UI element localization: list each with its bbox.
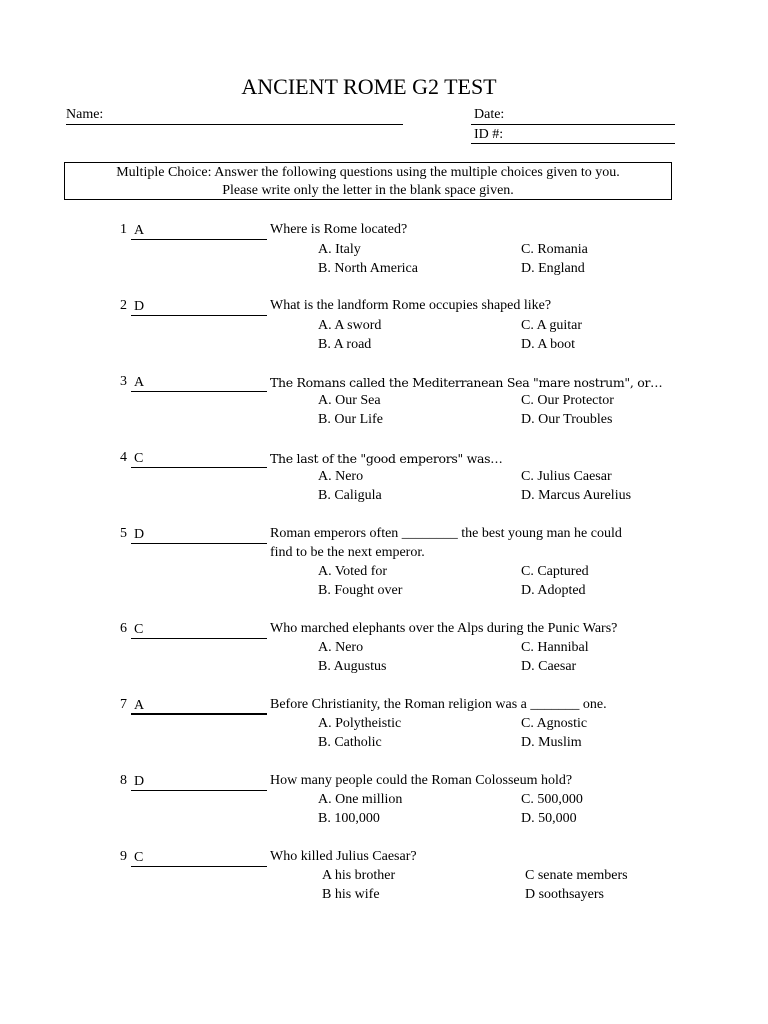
option-c: C. Julius Caesar	[521, 469, 612, 484]
option-c: C. Our Protector	[521, 393, 614, 408]
answer-blank[interactable]: A	[134, 375, 145, 390]
answer-blank[interactable]: C	[134, 451, 144, 466]
option-d: D. 50,000	[521, 811, 577, 826]
option-b: B. 100,000	[318, 811, 380, 826]
answer-blank[interactable]: A	[134, 698, 145, 713]
option-c: C. A guitar	[521, 318, 583, 333]
answer-line	[131, 239, 267, 240]
instructions-line-2: Please write only the letter in the blank space given.	[222, 183, 514, 198]
option-d: D. Marcus Aurelius	[521, 488, 632, 503]
question-text: Before Christianity, the Roman religion was a _______ one.	[270, 697, 607, 712]
question-number: 3	[120, 374, 127, 389]
question-number: 7	[120, 697, 127, 712]
option-c: C senate members	[525, 868, 628, 883]
option-b: B his wife	[322, 887, 380, 902]
option-c: C. Romania	[521, 242, 588, 257]
option-a: A. Voted for	[318, 564, 388, 579]
question-number: 5	[120, 526, 127, 541]
question-text: Roman emperors often ________ the best young man he could	[270, 526, 622, 541]
option-d: D. Our Troubles	[521, 412, 613, 427]
question-text: Who marched elephants over the Alps during the Punic Wars?	[270, 621, 618, 636]
answer-blank[interactable]: D	[134, 527, 145, 542]
answer-blank[interactable]: C	[134, 622, 144, 637]
option-d: D. England	[521, 261, 585, 276]
option-a: A. Our Sea	[318, 393, 381, 408]
id-field[interactable]	[471, 143, 675, 144]
name-field[interactable]	[66, 124, 403, 125]
page-title: ANCIENT ROME G2 TEST	[241, 74, 497, 99]
question-text: The Romans called the Mediterranean Sea "mare nostrum", or…	[270, 375, 663, 390]
option-c: C. Hannibal	[521, 640, 589, 655]
date-label: Date:	[474, 107, 505, 122]
answer-line	[131, 713, 267, 715]
question-text: Who killed Julius Caesar?	[270, 849, 417, 864]
option-a: A his brother	[322, 868, 396, 883]
answer-line	[131, 467, 267, 468]
option-a: A. Nero	[318, 469, 364, 484]
option-a: A. A sword	[318, 318, 382, 333]
question-number: 9	[120, 849, 127, 864]
date-field[interactable]	[471, 124, 675, 125]
option-c: C. 500,000	[521, 792, 583, 807]
answer-blank[interactable]: C	[134, 850, 144, 865]
instructions-box	[64, 162, 672, 200]
answer-blank[interactable]: D	[134, 774, 145, 789]
question-text-continued: find to be the next emperor.	[270, 545, 425, 560]
option-b: B. Augustus	[318, 659, 387, 674]
option-a: A. Italy	[318, 242, 361, 257]
option-d: D. Adopted	[521, 583, 586, 598]
option-b: B. North America	[318, 261, 418, 276]
question-text: What is the landform Rome occupies shaped like?	[270, 298, 552, 313]
question-number: 2	[120, 298, 127, 313]
option-d: D. Caesar	[521, 659, 577, 674]
option-b: B. Caligula	[318, 488, 382, 503]
option-b: B. Our Life	[318, 412, 383, 427]
option-d: D. A boot	[521, 337, 576, 352]
option-c: C. Agnostic	[521, 716, 588, 731]
option-b: B. Catholic	[318, 735, 382, 750]
question-text: How many people could the Roman Colosseum hold?	[270, 773, 573, 788]
answer-blank[interactable]: A	[134, 223, 145, 238]
question-text: Where is Rome located?	[270, 222, 408, 237]
name-label: Name:	[66, 107, 104, 122]
option-a: A. One million	[318, 792, 403, 807]
answer-blank[interactable]: D	[134, 299, 145, 314]
question-number: 4	[120, 450, 127, 465]
answer-line	[131, 315, 267, 316]
answer-line	[131, 543, 267, 544]
option-a: A. Nero	[318, 640, 364, 655]
question-number: 8	[120, 773, 127, 788]
answer-line	[131, 391, 267, 392]
question-number: 6	[120, 621, 127, 636]
option-b: B. Fought over	[318, 583, 403, 598]
answer-line	[131, 638, 267, 639]
answer-line	[131, 866, 267, 867]
question-number: 1	[120, 222, 127, 237]
id-label: ID #:	[474, 127, 504, 142]
option-d: D soothsayers	[525, 887, 604, 902]
option-d: D. Muslim	[521, 735, 582, 750]
option-c: C. Captured	[521, 564, 589, 579]
option-a: A. Polytheistic	[318, 716, 402, 731]
option-b: B. A road	[318, 337, 372, 352]
answer-line	[131, 790, 267, 791]
instructions-line-1: Multiple Choice: Answer the following questions using the multiple choices given to you.	[116, 165, 620, 180]
question-text: The last of the "good emperors" was…	[270, 451, 503, 466]
